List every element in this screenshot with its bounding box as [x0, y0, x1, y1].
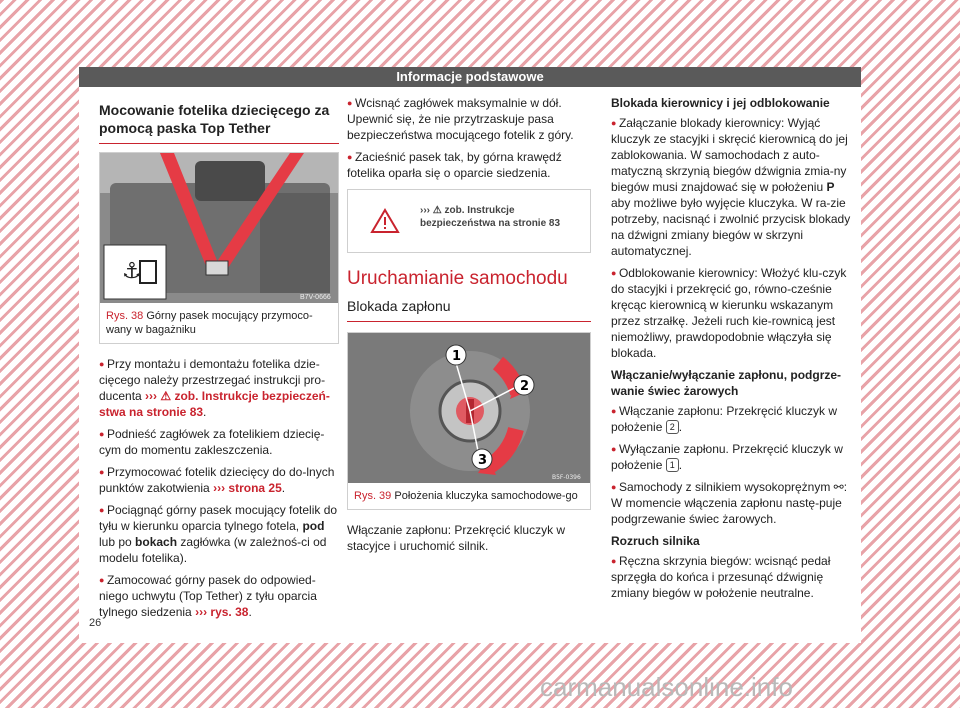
instruction-text: aby możliwe było wyjęcie kluczyka. W ra-zie potrzeby, nacisnąć i zwolnić przycisk blokady na dźwigni zmiany biegów w skrzyni automatycznej.	[611, 196, 851, 258]
punct: .	[678, 420, 683, 434]
heading-engine-start: Rozruch silnika	[611, 534, 700, 548]
instruction-text: Przymocować fotelik dziecięcy do do-lnych punktów zakotwienia	[99, 465, 335, 495]
figure-caption-text: Górny pasek mocujący przymoco-wany w bagażniku	[106, 310, 313, 336]
key-position-1: 1	[452, 349, 462, 364]
diesel-glow-plugs: ● Samochody z silnikiem wysokoprężnym ⚯: W momencie włączenia zapłonu nastę-puje podgrzewanie świec żarowych.	[611, 479, 855, 527]
figure-number: Rys. 39	[354, 490, 392, 502]
ignition-on	[611, 403, 855, 435]
ignition-key-illustration	[348, 333, 590, 483]
instruction-text: Pociągnąć górny pasek mocujący fotelik do tyłu w kierunku oparcia tylnego fotela,	[99, 503, 338, 533]
steering-lock-text	[611, 115, 855, 259]
punct: .	[281, 481, 286, 495]
section-title-starting: Uruchamianie samochodu	[347, 268, 568, 289]
steering-unlock-text: ● Odblokowanie kierownicy: Włożyć klu-czyk do stacyjki i przekręcić go, równo-cześnie kręcąc kierownicą w kierunku wskazanym przez strzałkę. Jeżeli ruch kie-rownicą jest niemożliwy, prawdopodobnie włączyła się blokada.	[611, 265, 855, 361]
ignition-off	[611, 441, 855, 473]
figure-number: Rys. 38	[106, 310, 144, 322]
instruction-text: zagłówka (w zależnoś-ci od modelu fotelika).	[99, 535, 327, 565]
instruction-text: Załączanie blokady kierownicy: Wyjąć kluczyk ze stacyjki i skręcić kierownicą do jej zablokowania. W samochodach z auto-matyczną skrzynią biegów dźwignia zmia-ny biegów musi znajdować się w położeniu	[611, 116, 848, 194]
key-position-3: 3	[478, 453, 488, 468]
punct: .	[203, 405, 207, 419]
manual-gearbox-text: ● Ręczna skrzynia biegów: wcisnąć pedał sprzęgła do końca i przesunąć dźwignię zmiany biegów w położenie neutralne.	[611, 553, 855, 601]
figure-code: B7V-0666	[300, 294, 331, 301]
svg-text:⚓: ⚓	[122, 259, 142, 284]
subsection-title-ignition-lock: Blokada zapłonu	[347, 297, 591, 322]
page-link[interactable]: ››› strona 25	[213, 481, 282, 495]
punct: .	[678, 458, 683, 472]
position-ref: 2	[666, 420, 679, 434]
column-left	[99, 95, 339, 626]
punct: .	[248, 605, 252, 619]
page-number: 26	[89, 617, 102, 629]
instruction-5	[99, 572, 339, 620]
instruction-text: lub po	[99, 535, 132, 549]
heading-ignition: Włączanie/wyłączanie zapłonu, podgrze-wanie świec żarowych	[611, 368, 842, 398]
warning-box	[347, 189, 591, 253]
section-heading-top-tether: Mocowanie fotelika dziecięcego za pomocą paska Top Tether	[99, 101, 339, 144]
safety-link[interactable]: ››› ⚠ zob. Instrukcje bezpieczeń-stwa na stronie 83	[99, 389, 330, 419]
key-position-2: 2	[520, 379, 530, 394]
figure-link[interactable]: ››› rys. 38	[195, 605, 249, 619]
top-tether-illustration	[100, 153, 338, 303]
instruction-3	[99, 464, 339, 496]
position-ref: 1	[666, 458, 679, 472]
page-header: Informacje podstawowe	[79, 67, 861, 87]
emphasis-bokach: bokach	[135, 535, 178, 549]
figure-39	[347, 332, 591, 510]
top-tether-photo	[100, 153, 338, 303]
figure-code: B5F-0396	[552, 474, 581, 481]
figure-38	[99, 152, 339, 344]
gear-p: P	[826, 180, 835, 194]
instruction-7: ● Zacieśnić pasek tak, by górna krawędź fotelika oparła się o oparcie siedzenia.	[347, 149, 591, 181]
figure-caption	[348, 483, 590, 509]
ignition-on-text: Włączanie zapłonu: Przekręcić kluczyk w stacyjce i uruchomić silnik.	[347, 523, 566, 553]
instruction-2: ● Podnieść zagłówek za fotelikiem dziecię-cym do momentu zakleszczenia.	[99, 426, 339, 458]
column-right	[611, 95, 855, 607]
ignition-key-photo	[348, 333, 590, 483]
instruction-text: Włączanie zapłonu: Przekręcić kluczyk w położenie	[611, 404, 838, 434]
instruction-6: ● Wcisnąć zagłówek maksymalnie w dół. Upewnić się, że nie przytrzaskuje pasa bezpieczeństwa mocującego fotelik z góry.	[347, 95, 591, 143]
watermark: carmanualsonline.info	[540, 672, 793, 702]
figure-caption-text: Położenia kluczyka samochodowe-go	[394, 490, 578, 502]
column-middle	[347, 95, 591, 560]
emphasis-pod: pod	[302, 519, 325, 533]
instruction-text: Przy montażu i demontażu fotelika dzie-cięcego należy przestrzegać instrukcji pro-ducenta	[99, 357, 326, 403]
instruction-text: Wyłączanie zapłonu. Przekręcić kluczyk w położenie	[611, 442, 843, 472]
instruction-4	[99, 502, 339, 566]
instruction-1	[99, 356, 339, 420]
warning-link[interactable]: ››› ⚠ zob. Instrukcje bezpieczeństwa na stronie 83	[420, 205, 561, 229]
warning-triangle-icon	[370, 208, 400, 234]
instruction-text: Zamocować górny pasek do odpowied-niego uchwytu (Top Tether) z tyłu oparcia tylnego siedzenia	[99, 573, 317, 619]
manual-page	[79, 67, 861, 643]
figure-caption	[100, 303, 338, 343]
heading-steering-lock: Blokada kierownicy i jej odblokowanie	[611, 96, 830, 110]
